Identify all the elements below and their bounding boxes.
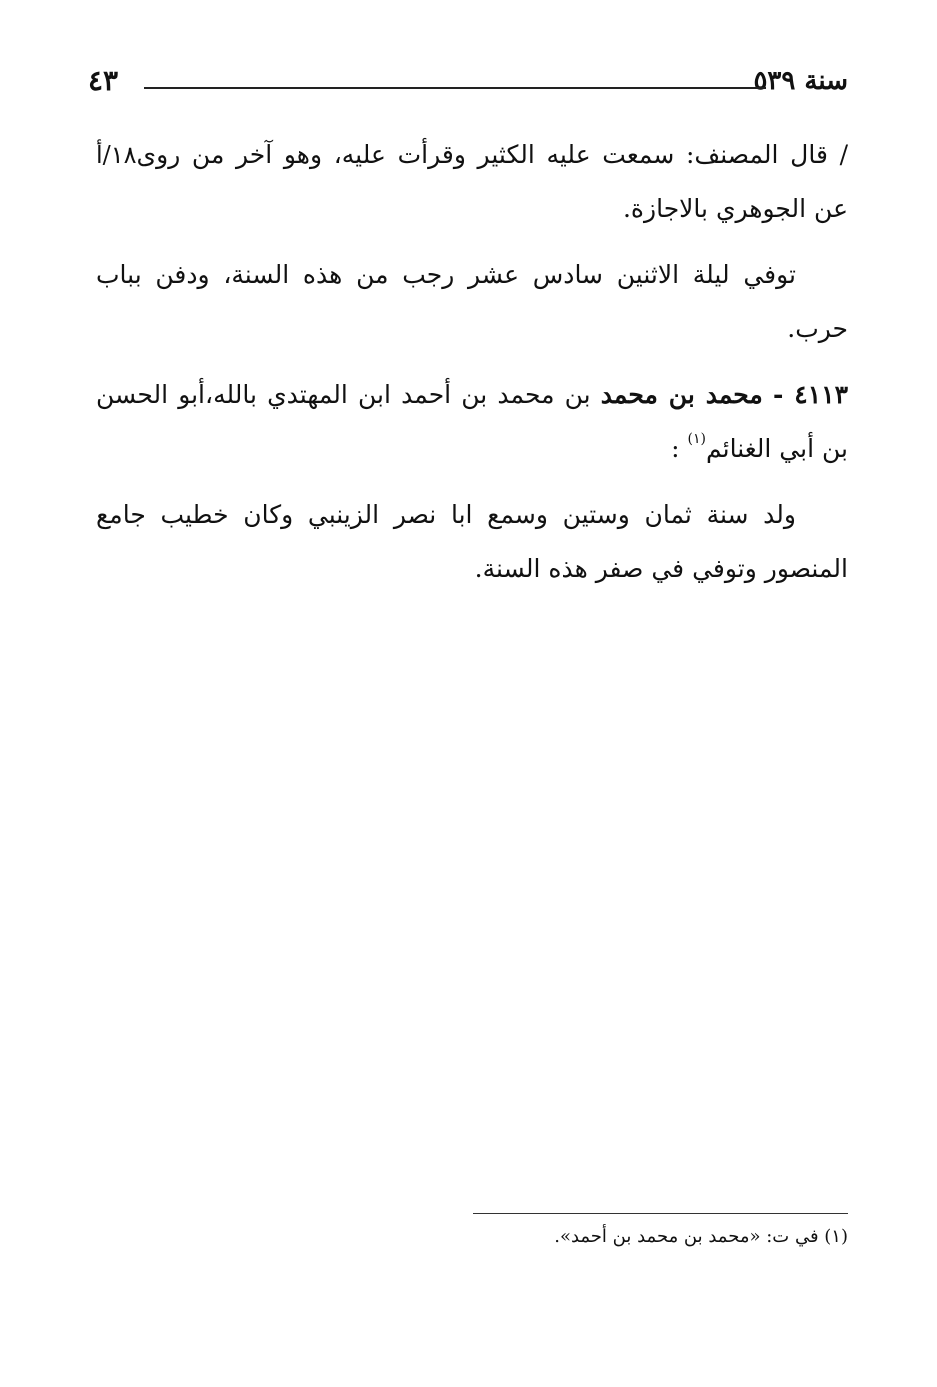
paragraph-2-text: توفي ليلة الاثنين سادس عشر رجب من هذه السنة، ودفن بباب حرب. [96, 260, 848, 343]
header-year-label: سنة ٥٣٩ [753, 66, 848, 96]
main-text [96, 128, 848, 608]
entry-colon: : [671, 434, 680, 463]
paragraph-1 [96, 128, 848, 236]
page-number: ٤٣ [88, 64, 119, 97]
running-header [88, 62, 848, 106]
entry-text: بن محمد بن أحمد ابن المهتدي بالله،أبو الحسن بن أبي الغنائم [96, 380, 848, 463]
entry-name: محمد بن محمد [600, 380, 763, 409]
entry-4113 [96, 368, 848, 476]
entry-number: ٤١١٣ - [772, 380, 848, 409]
header-rule [144, 87, 766, 89]
footnote-rule [473, 1213, 848, 1214]
paragraph-1-text: / قال المصنف: سمعت عليه الكثير وقرأت عليه، وهو آخر من روى عن الجوهري بالاجازة. [136, 140, 848, 223]
paragraph-4 [96, 488, 848, 596]
paragraph-2 [96, 248, 848, 356]
folio-marker: ١٨/أ [96, 141, 137, 169]
paragraph-4-text: ولد سنة ثمان وستين وسمع ابا نصر الزينبي وكان خطيب جامع المنصور وتوفي في صفر هذه السنة. [96, 500, 848, 583]
footnote: (١) في ت: «محمد بن محمد بن أحمد». [554, 1226, 848, 1247]
footnote-reference: (١) [687, 431, 706, 447]
